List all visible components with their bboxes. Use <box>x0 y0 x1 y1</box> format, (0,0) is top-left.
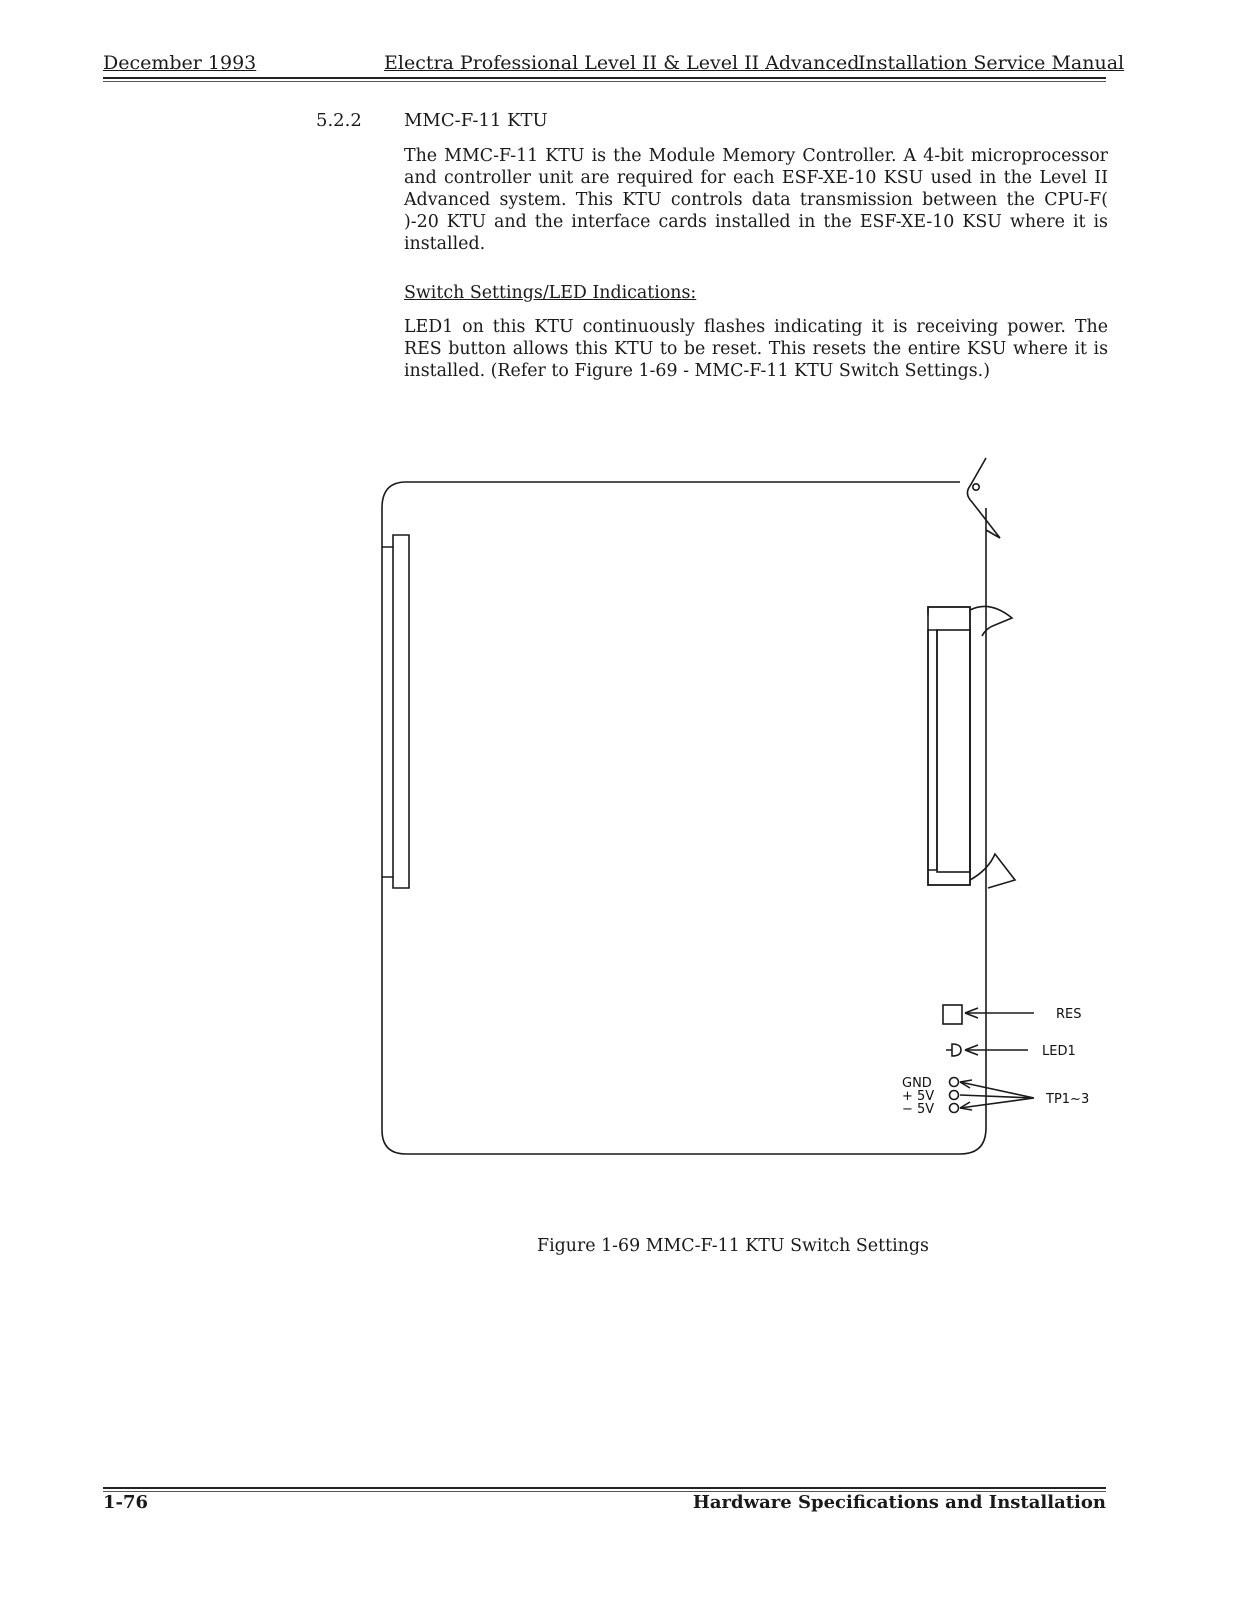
left-connector <box>382 535 409 888</box>
latch-hole <box>973 484 979 490</box>
header-manual: Installation Service Manual <box>858 52 1125 74</box>
board-outline <box>382 482 986 1154</box>
tp-plus5v-circle <box>950 1091 959 1100</box>
section-subheading: Switch Settings/LED Indications: <box>404 283 697 303</box>
header-date: December 1993 <box>103 52 257 74</box>
label-minus5v: − 5V <box>902 1102 935 1117</box>
label-plus5v: + 5V <box>902 1089 935 1104</box>
ktu-board-diagram <box>340 450 1100 1190</box>
tp-gnd-circle <box>950 1078 959 1087</box>
right-connector <box>928 607 970 885</box>
section-paragraph-1: The MMC-F-11 KTU is the Module Memory Controller. A 4-bit microprocessor and controller unit are required for each ESF-XE-10 KSU used in the Level II Advanced system. This KTU controls data transmission between the CPU-F( )-20 KTU and the interface cards installed in the ESF-XE-10 KSU where it is installed. <box>404 146 1108 254</box>
connector-latch-bottom <box>970 854 1015 888</box>
header-rule <box>103 77 1106 79</box>
section-number: 5.2.2 <box>316 110 362 131</box>
connector-latch-top <box>970 606 1012 636</box>
led1-shape <box>946 1044 961 1056</box>
label-led1: LED1 <box>1042 1044 1076 1059</box>
tp-minus5v-circle <box>950 1104 959 1113</box>
label-tp: TP1~3 <box>1046 1092 1090 1107</box>
figure-caption: Figure 1-69 MMC-F-11 KTU Switch Settings <box>537 1236 929 1256</box>
section-paragraph-2: LED1 on this KTU continuously flashes indicating it is receiving power. The RES button allows this KTU to be reset. This resets the entire KSU where it is installed. (Refer to Figure 1-69 - MMC-F-11 KTU Switch Settings.) <box>404 317 1108 381</box>
header-rule-thin <box>103 81 1106 82</box>
label-res: RES <box>1056 1007 1082 1022</box>
top-latch-lever <box>967 458 1000 538</box>
label-gnd: GND <box>902 1076 932 1091</box>
footer-page-number: 1-76 <box>103 1492 149 1513</box>
section-title: MMC-F-11 KTU <box>404 110 548 131</box>
header-product: Electra Professional Level II & Level II Advanced <box>384 52 860 74</box>
res-button-shape <box>943 1005 962 1024</box>
footer-rule <box>103 1487 1106 1489</box>
footer-chapter: Hardware Specifications and Installation <box>692 1492 1106 1513</box>
